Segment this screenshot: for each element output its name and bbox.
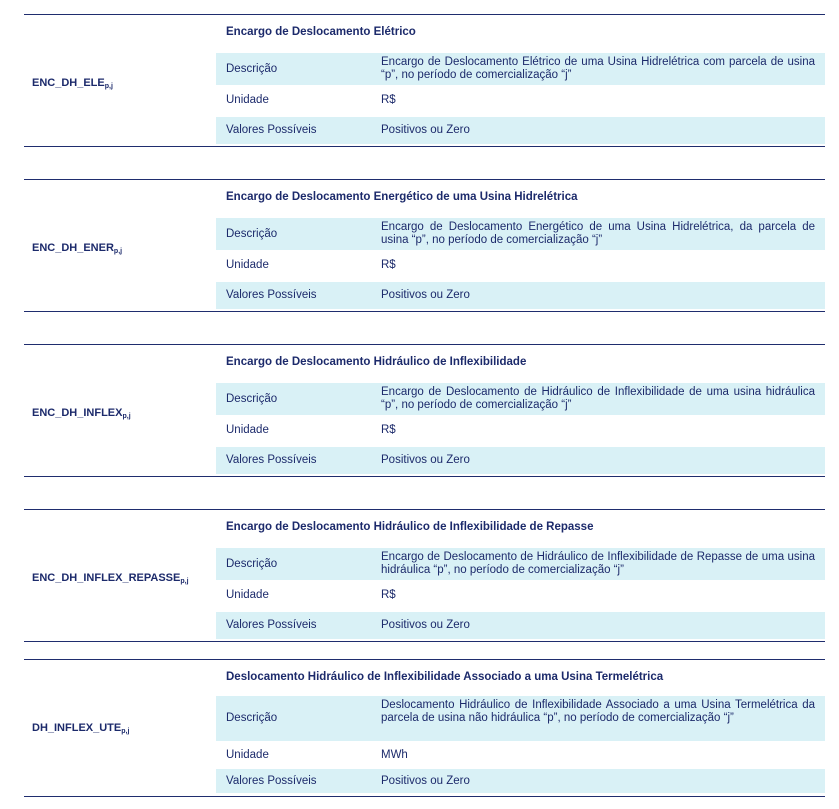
description-label: Descrição [226, 558, 278, 570]
unit-label: Unidade [226, 94, 269, 106]
values-label: Valores Possíveis [226, 775, 317, 787]
description-value: Encargo de Deslocamento de Hidráulico de Inflexibilidade de Repasse de uma usina hidráulica “p”, no período de comercialização “j” [381, 551, 815, 576]
definition-table [24, 344, 825, 477]
unit-value: MWh [381, 749, 408, 761]
unit-label: Unidade [226, 259, 269, 271]
definition-table [24, 179, 825, 312]
description-row [216, 383, 825, 415]
unit-value: R$ [381, 424, 396, 436]
unit-label: Unidade [226, 424, 269, 436]
variable-name: $ENC\_DH\_ELE_{p,j}$ [32, 77, 113, 90]
variable-name: $DH\_INFLEX\_UTE_{p,j}$ [32, 722, 130, 735]
description-row [216, 548, 825, 580]
description-label: Descrição [226, 393, 278, 405]
description-label: Descrição [226, 712, 278, 724]
unit-row [216, 417, 825, 444]
unit-label: Unidade [226, 589, 269, 601]
unit-row [216, 252, 825, 279]
variable-name: $ENC\_DH\_INFLEX_{p,j}$ [32, 407, 131, 420]
values-row [216, 612, 825, 639]
values-value: Positivos ou Zero [381, 775, 470, 787]
values-row [216, 117, 825, 144]
values-row [216, 447, 825, 474]
definition-title: Encargo de Deslocamento Hidráulico de Inflexibilidade de Repasse [226, 521, 594, 533]
unit-row [216, 743, 825, 767]
unit-row [216, 87, 825, 114]
values-label: Valores Possíveis [226, 454, 317, 466]
unit-value: R$ [381, 94, 396, 106]
values-row [216, 769, 825, 793]
definition-title: Encargo de Deslocamento Hidráulico de Inflexibilidade [226, 356, 527, 368]
description-row [216, 696, 825, 741]
values-value: Positivos ou Zero [381, 124, 470, 136]
description-value: Encargo de Deslocamento Elétrico de uma Usina Hidrelétrica com parcela de usina “p”, no período de comercialização “j” [381, 56, 815, 81]
description-value: Encargo de Deslocamento Energético de uma Usina Hidrelétrica, da parcela de usina “p”, no período de comercialização “j” [381, 221, 815, 246]
variable-name: $ENC\_DH\_ENER_{p,j}$ [32, 242, 123, 255]
unit-label: Unidade [226, 749, 269, 761]
definition-table [24, 509, 825, 642]
definition-table [24, 659, 825, 797]
unit-row [216, 582, 825, 609]
description-label: Descrição [226, 63, 278, 75]
description-row [216, 53, 825, 85]
definition-table [24, 14, 825, 147]
description-value: Encargo de Deslocamento de Hidráulico de Inflexibilidade de uma usina hidráulica “p”, no período de comercialização “j” [381, 386, 815, 411]
definition-title: Encargo de Deslocamento Elétrico [226, 26, 416, 38]
unit-value: R$ [381, 259, 396, 271]
values-label: Valores Possíveis [226, 289, 317, 301]
definition-title: Deslocamento Hidráulico de Inflexibilidade Associado a uma Usina Termelétrica [226, 671, 664, 683]
values-label: Valores Possíveis [226, 124, 317, 136]
values-label: Valores Possíveis [226, 619, 317, 631]
values-value: Positivos ou Zero [381, 619, 470, 631]
values-value: Positivos ou Zero [381, 454, 470, 466]
description-label: Descrição [226, 228, 278, 240]
values-row [216, 282, 825, 309]
variable-name: $ENC\_DH\_INFLEX\_REPASSE_{p,j}$ [32, 572, 189, 585]
unit-value: R$ [381, 589, 396, 601]
values-value: Positivos ou Zero [381, 289, 470, 301]
description-value: Deslocamento Hidráulico de Inflexibilidade Associado a uma Usina Termelétrica da parcela de usina não hidráulica “p”, no período de comercialização “j” [381, 699, 815, 724]
definition-title: Encargo de Deslocamento Energético de uma Usina Hidrelétrica [226, 191, 578, 203]
description-row [216, 218, 825, 250]
